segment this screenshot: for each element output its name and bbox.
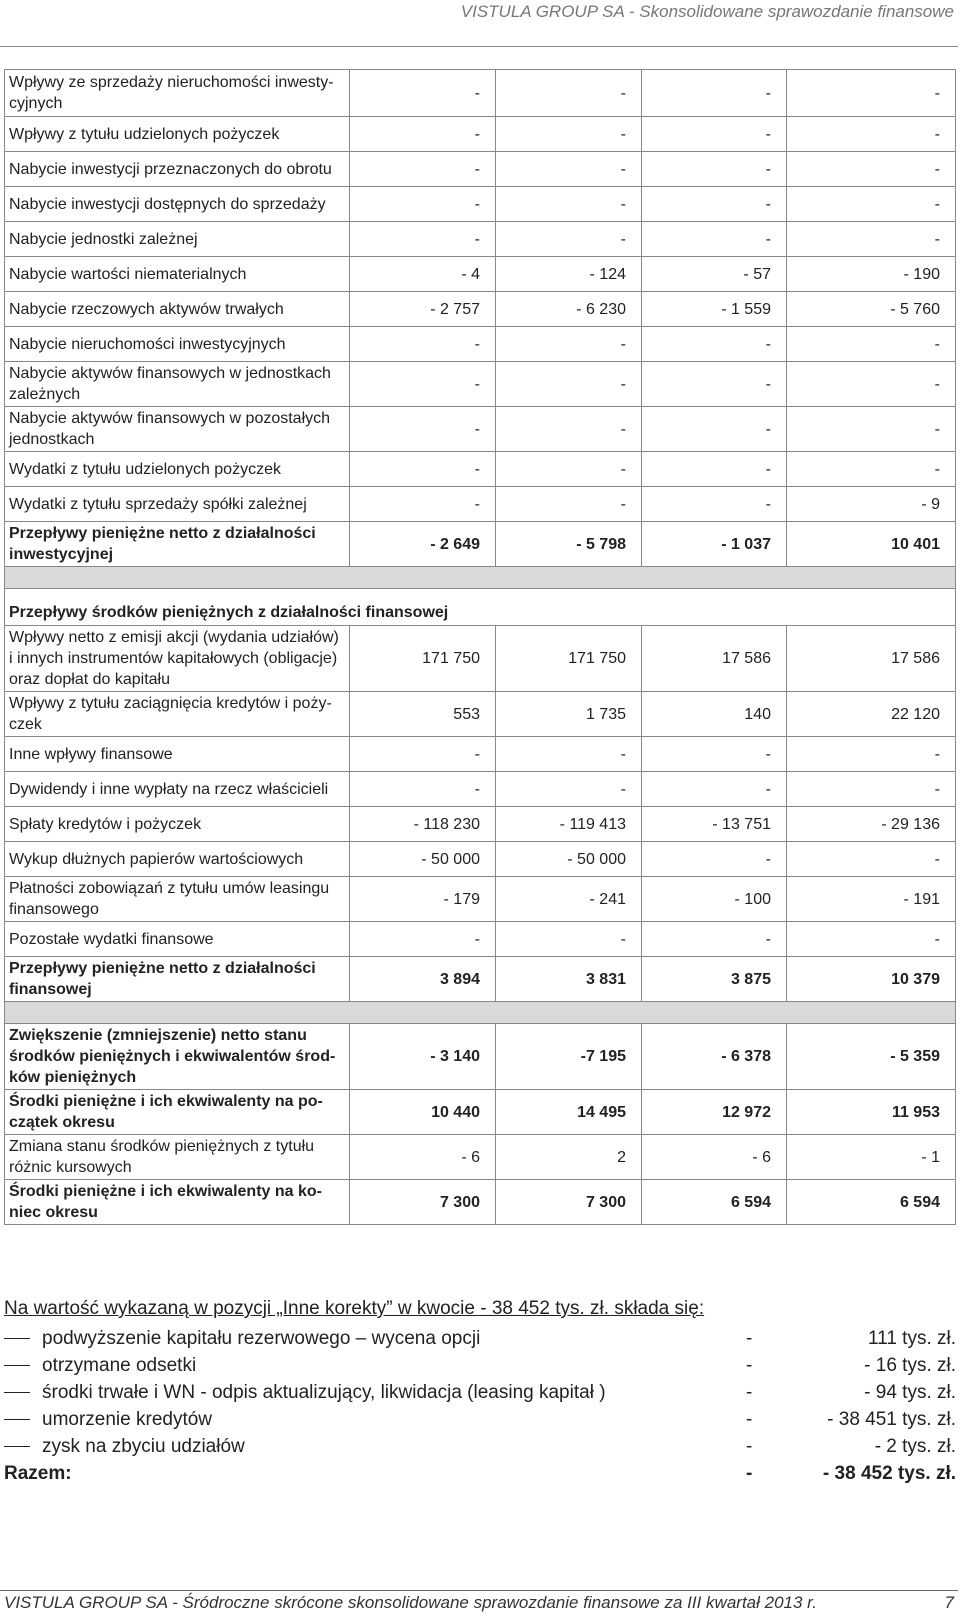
page-header: [0, 0, 958, 47]
table-row: [5, 807, 956, 842]
value-cell: - 50 000: [496, 842, 642, 877]
value-cell: - 119 413: [496, 807, 642, 842]
value-cell: -: [496, 487, 642, 522]
table-row: [5, 407, 956, 452]
note-amount: - 2 tys. zł.: [874, 1436, 956, 1457]
row-label: Dywidendy i inne wypłaty na rzecz właścicieli: [5, 772, 350, 807]
value-cell: - 6: [350, 1135, 496, 1180]
value-cell: -: [642, 407, 787, 452]
dash-bullet-icon: [4, 1338, 30, 1339]
row-label: Nabycie nieruchomości inwestycyjnych: [5, 327, 350, 362]
value-cell: -: [350, 922, 496, 957]
subtotal-row: [5, 957, 956, 1002]
value-cell: -: [350, 362, 496, 407]
table-row: [5, 877, 956, 922]
value-cell: 11 953: [787, 1090, 956, 1135]
value-cell: - 1: [787, 1135, 956, 1180]
row-label: Nabycie jednostki zależnej: [5, 222, 350, 257]
value-cell: -: [642, 117, 787, 152]
value-cell: - 191: [787, 877, 956, 922]
value-cell: - 4: [350, 257, 496, 292]
value-cell: -: [787, 152, 956, 187]
subtotal-row: [5, 522, 956, 567]
separator-row: [5, 567, 956, 589]
value-cell: - 241: [496, 877, 642, 922]
note-text: środki trwałe i WN - odpis aktualizujący, likwidacja (leasing kapitał ): [42, 1382, 606, 1403]
value-cell: -: [350, 152, 496, 187]
table-row: [5, 222, 956, 257]
row-label: Pozostałe wydatki finansowe: [5, 922, 350, 957]
value-cell: -: [787, 362, 956, 407]
row-label: Nabycie inwestycji dostępnych do sprzedaży: [5, 187, 350, 222]
value-cell: -: [787, 922, 956, 957]
table-row: [5, 257, 956, 292]
value-cell: -: [787, 452, 956, 487]
value-cell: - 6 230: [496, 292, 642, 327]
value-cell: 1 735: [496, 692, 642, 737]
value-cell: -: [642, 452, 787, 487]
note-amount: - 94 tys. zł.: [864, 1382, 956, 1403]
list-item: [4, 1433, 956, 1460]
value-cell: -: [496, 452, 642, 487]
value-cell: 3 875: [642, 957, 787, 1002]
row-label: Płatności zobowiązań z tytułu umów leasingu finansowego: [5, 877, 350, 922]
table-row: [5, 772, 956, 807]
value-cell: - 29 136: [787, 807, 956, 842]
row-label: Nabycie inwestycji przeznaczonych do obrotu: [5, 152, 350, 187]
value-cell: -: [496, 152, 642, 187]
subtotal-row: [5, 1090, 956, 1135]
value-cell: 7 300: [496, 1180, 642, 1225]
value-cell: 171 750: [496, 626, 642, 692]
section-header-row: [5, 589, 956, 626]
footer-text: VISTULA GROUP SA - Śródroczne skrócone skonsolidowane sprawozdanie finansowe za III kwartał 2013 r.: [4, 1593, 817, 1612]
table-row: [5, 692, 956, 737]
notes-title: Na wartość wykazaną w pozycji „Inne korekty” w kwocie - 38 452 tys. zł. składa się:: [4, 1298, 705, 1319]
value-cell: 10 401: [787, 522, 956, 567]
row-label: Wydatki z tytułu udzielonych pożyczek: [5, 452, 350, 487]
separator-row: [5, 1002, 956, 1024]
table-row: [5, 117, 956, 152]
value-cell: -: [496, 327, 642, 362]
list-item: [4, 1352, 956, 1379]
value-cell: 6 594: [787, 1180, 956, 1225]
value-cell: - 3 140: [350, 1024, 496, 1090]
header-title: VISTULA GROUP SA - Skonsolidowane sprawozdanie finansowe: [460, 2, 954, 21]
value-cell: 6 594: [642, 1180, 787, 1225]
value-cell: -: [350, 487, 496, 522]
dash-bullet-icon: [4, 1365, 30, 1366]
notes-section: [4, 1297, 956, 1487]
list-item: [4, 1325, 956, 1352]
table-row: [5, 187, 956, 222]
note-text: umorzenie kredytów: [42, 1409, 213, 1430]
value-cell: -: [642, 327, 787, 362]
value-cell: - 6: [642, 1135, 787, 1180]
value-cell: -: [787, 327, 956, 362]
value-cell: 12 972: [642, 1090, 787, 1135]
row-label: Nabycie wartości niematerialnych: [5, 257, 350, 292]
subtotal-row: [5, 1024, 956, 1090]
value-cell: 17 586: [642, 626, 787, 692]
page-footer: [0, 1590, 958, 1617]
value-cell: -: [350, 117, 496, 152]
row-label: Wpływy z tytułu zaciągnięcia kredytów i poży-czek: [5, 692, 350, 737]
value-cell: 22 120: [787, 692, 956, 737]
notes-list: [4, 1325, 956, 1460]
value-cell: 14 495: [496, 1090, 642, 1135]
value-cell: - 5 760: [787, 292, 956, 327]
value-cell: 3 894: [350, 957, 496, 1002]
notes-total-label: Razem:: [4, 1463, 72, 1484]
table-row: [5, 842, 956, 877]
note-sep: -: [746, 1382, 753, 1403]
note-amount: 111 tys. zł.: [868, 1328, 956, 1349]
value-cell: - 5 359: [787, 1024, 956, 1090]
list-item: [4, 1379, 956, 1406]
value-cell: -: [496, 407, 642, 452]
value-cell: - 2 757: [350, 292, 496, 327]
row-label: Przepływy pieniężne netto z działalności inwestycyjnej: [5, 522, 350, 567]
value-cell: -7 195: [496, 1024, 642, 1090]
row-label: Wpływy z tytułu udzielonych pożyczek: [5, 117, 350, 152]
value-cell: - 179: [350, 877, 496, 922]
note-text: otrzymane odsetki: [42, 1355, 197, 1376]
note-sep: -: [746, 1355, 753, 1376]
value-cell: -: [787, 842, 956, 877]
value-cell: 553: [350, 692, 496, 737]
note-sep: -: [746, 1409, 753, 1430]
row-label: Nabycie aktywów finansowych w jednostkach zależnych: [5, 362, 350, 407]
value-cell: -: [787, 70, 956, 117]
value-cell: -: [496, 772, 642, 807]
value-cell: 10 379: [787, 957, 956, 1002]
row-label: Inne wpływy finansowe: [5, 737, 350, 772]
table-row: [5, 292, 956, 327]
value-cell: -: [350, 222, 496, 257]
row-label: Wydatki z tytułu sprzedaży spółki zależnej: [5, 487, 350, 522]
table-row: [5, 452, 956, 487]
value-cell: -: [787, 222, 956, 257]
value-cell: - 1 559: [642, 292, 787, 327]
value-cell: 10 440: [350, 1090, 496, 1135]
value-cell: -: [496, 117, 642, 152]
table-row: [5, 70, 956, 117]
value-cell: -: [350, 407, 496, 452]
table-row: [5, 626, 956, 692]
value-cell: -: [496, 922, 642, 957]
page-number: 7: [944, 1593, 954, 1612]
value-cell: - 118 230: [350, 807, 496, 842]
value-cell: -: [642, 152, 787, 187]
value-cell: -: [642, 70, 787, 117]
value-cell: -: [642, 772, 787, 807]
value-cell: - 100: [642, 877, 787, 922]
table-row: [5, 152, 956, 187]
value-cell: -: [350, 187, 496, 222]
value-cell: -: [642, 922, 787, 957]
value-cell: -: [350, 452, 496, 487]
value-cell: -: [787, 407, 956, 452]
value-cell: - 2 649: [350, 522, 496, 567]
note-sep: -: [746, 1328, 753, 1349]
row-label: Wpływy ze sprzedaży nieruchomości inwesty-cyjnych: [5, 70, 350, 117]
value-cell: -: [496, 187, 642, 222]
separator-cell: [5, 1002, 956, 1024]
value-cell: -: [496, 70, 642, 117]
value-cell: 7 300: [350, 1180, 496, 1225]
table-row: [5, 487, 956, 522]
value-cell: -: [350, 737, 496, 772]
note-text: zysk na zbyciu udziałów: [42, 1436, 245, 1457]
value-cell: -: [350, 772, 496, 807]
note-sep: -: [746, 1436, 753, 1457]
separator-cell: [5, 567, 956, 589]
value-cell: -: [496, 222, 642, 257]
table-row: [5, 922, 956, 957]
cash-flow-table-body: [5, 70, 956, 1225]
value-cell: 171 750: [350, 626, 496, 692]
value-cell: -: [642, 487, 787, 522]
value-cell: -: [350, 70, 496, 117]
notes-total-sep: -: [746, 1463, 753, 1484]
table-row: [5, 362, 956, 407]
value-cell: - 190: [787, 257, 956, 292]
value-cell: - 124: [496, 257, 642, 292]
table-row: [5, 737, 956, 772]
note-amount: - 38 451 tys. zł.: [827, 1409, 956, 1430]
cash-flow-table: [4, 69, 956, 1225]
value-cell: -: [642, 187, 787, 222]
dash-bullet-icon: [4, 1419, 30, 1420]
value-cell: -: [642, 842, 787, 877]
value-cell: -: [787, 772, 956, 807]
value-cell: -: [496, 362, 642, 407]
dash-bullet-icon: [4, 1446, 30, 1447]
value-cell: - 50 000: [350, 842, 496, 877]
notes-total-amount: - 38 452 tys. zł.: [822, 1463, 956, 1484]
value-cell: -: [350, 327, 496, 362]
row-label: Wpływy netto z emisji akcji (wydania udziałów) i innych instrumentów kapitałowych (obligacje) oraz dopłat do kapitału: [5, 626, 350, 692]
table-row: [5, 327, 956, 362]
value-cell: - 13 751: [642, 807, 787, 842]
value-cell: - 6 378: [642, 1024, 787, 1090]
value-cell: 2: [496, 1135, 642, 1180]
value-cell: -: [642, 222, 787, 257]
note-text: podwyższenie kapitału rezerwowego – wycena opcji: [42, 1328, 481, 1349]
value-cell: 3 831: [496, 957, 642, 1002]
dash-bullet-icon: [4, 1392, 30, 1393]
note-amount: - 16 tys. zł.: [864, 1355, 956, 1376]
notes-total: [4, 1460, 956, 1487]
value-cell: - 1 037: [642, 522, 787, 567]
value-cell: -: [642, 362, 787, 407]
row-label: Zmiana stanu środków pieniężnych z tytułu różnic kursowych: [5, 1135, 350, 1180]
value-cell: -: [787, 737, 956, 772]
table-row: [5, 1135, 956, 1180]
section-header: Przepływy środków pieniężnych z działalności finansowej: [5, 589, 956, 626]
row-label: Spłaty kredytów i pożyczek: [5, 807, 350, 842]
row-label: Środki pieniężne i ich ekwiwalenty na po-czątek okresu: [5, 1090, 350, 1135]
value-cell: 17 586: [787, 626, 956, 692]
row-label: Środki pieniężne i ich ekwiwalenty na ko-niec okresu: [5, 1180, 350, 1225]
value-cell: -: [496, 737, 642, 772]
row-label: Wykup dłużnych papierów wartościowych: [5, 842, 350, 877]
list-item: [4, 1406, 956, 1433]
row-label: Zwiększenie (zmniejszenie) netto stanu środków pieniężnych i ekwiwalentów środ-ków pieniężnych: [5, 1024, 350, 1090]
row-label: Przepływy pieniężne netto z działalności finansowej: [5, 957, 350, 1002]
row-label: Nabycie rzeczowych aktywów trwałych: [5, 292, 350, 327]
value-cell: -: [787, 187, 956, 222]
value-cell: -: [787, 117, 956, 152]
value-cell: -: [642, 737, 787, 772]
value-cell: - 9: [787, 487, 956, 522]
value-cell: - 57: [642, 257, 787, 292]
value-cell: 140: [642, 692, 787, 737]
subtotal-row: [5, 1180, 956, 1225]
row-label: Nabycie aktywów finansowych w pozostałych jednostkach: [5, 407, 350, 452]
value-cell: - 5 798: [496, 522, 642, 567]
